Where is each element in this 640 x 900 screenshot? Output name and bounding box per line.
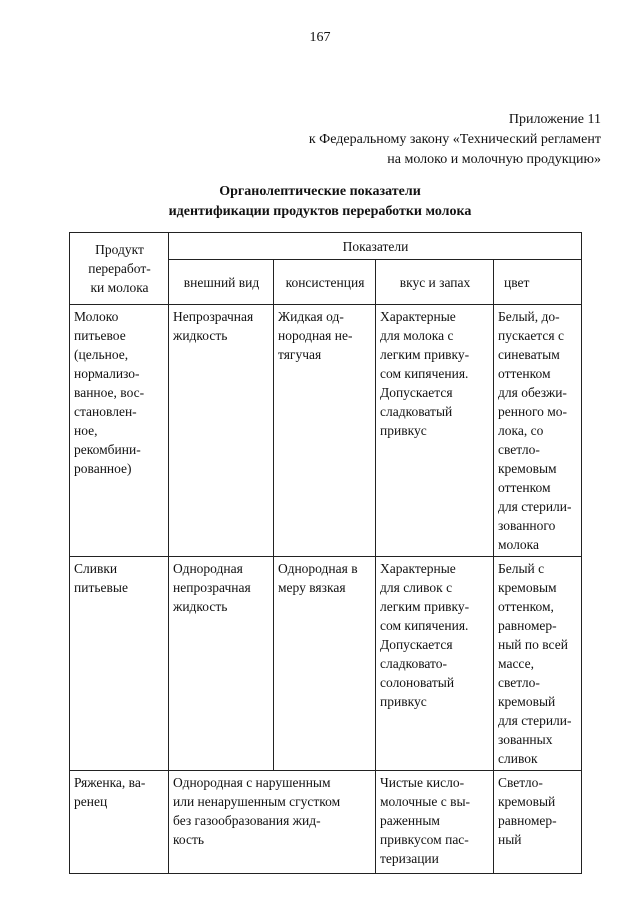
cell-product: Молоко питьевое (цельное, нормализо- ванное, вос- становлен- ное, рекомбини- рованное) — [70, 305, 169, 557]
cell-product: Ряженка, ва- ренец — [70, 771, 169, 874]
indicators-table — [69, 232, 582, 874]
cell-appearance: Непрозрачная жидкость — [169, 305, 274, 557]
header-row-1 — [70, 233, 582, 260]
cell-taste: Характерные для сливок с легким привку- сом кипячения. Допускается сладковато- солоноватый привкус — [376, 557, 494, 771]
cell-appearance-consistency: Однородная с нарушенным или ненарушенным сгустком без газообразования жид- кость — [169, 771, 376, 874]
header-product-label: Продукт переработ- ки молока — [88, 242, 151, 295]
cell-color: Белый с кремовым оттенком, равномер- ный по всей массе, светло- кремовый для стерили- зованных сливок — [494, 557, 582, 771]
cell-taste: Характерные для молока с легким привку- сом кипячения. Допускается сладковатый привкус — [376, 305, 494, 557]
header-consistency: консистенция — [274, 260, 376, 305]
cell-taste: Чистые кисло- молочные с вы- раженным привкусом пас- теризации — [376, 771, 494, 874]
cell-product: Сливки питьевые — [70, 557, 169, 771]
header-color: цвет — [494, 260, 582, 305]
header-indicators: Показатели — [169, 233, 582, 260]
cell-color: Светло- кремовый равномер- ный — [494, 771, 582, 874]
cell-color: Белый, до- пускается с синеватым оттенком для обезжи- ренного мо- лока, со светло- кремовым оттенком для стерили- зованного молока — [494, 305, 582, 557]
page-number: 167 — [309, 30, 331, 45]
cell-consistency: Жидкая од- нородная не- тягучая — [274, 305, 376, 557]
table-row — [70, 771, 582, 874]
cell-consistency: Однородная в меру вязкая — [274, 557, 376, 771]
appendix-line-1: Приложение 11 — [508, 112, 601, 127]
header-appearance: внешний вид — [169, 260, 274, 305]
header-product — [70, 233, 169, 305]
appendix-reference — [309, 110, 601, 170]
appendix-line-3: на молоко и молочную продукцию» — [387, 152, 601, 167]
appendix-line-2: к Федеральному закону «Технический регламент — [308, 132, 601, 147]
title-line-2: идентификации продуктов переработки молока — [168, 204, 472, 219]
document-title — [0, 182, 640, 222]
table-row — [70, 305, 582, 557]
cell-appearance: Однородная непрозрачная жидкость — [169, 557, 274, 771]
title-line-1: Органолептические показатели — [219, 184, 421, 199]
header-taste-smell: вкус и запах — [376, 260, 494, 305]
table-row — [70, 557, 582, 771]
